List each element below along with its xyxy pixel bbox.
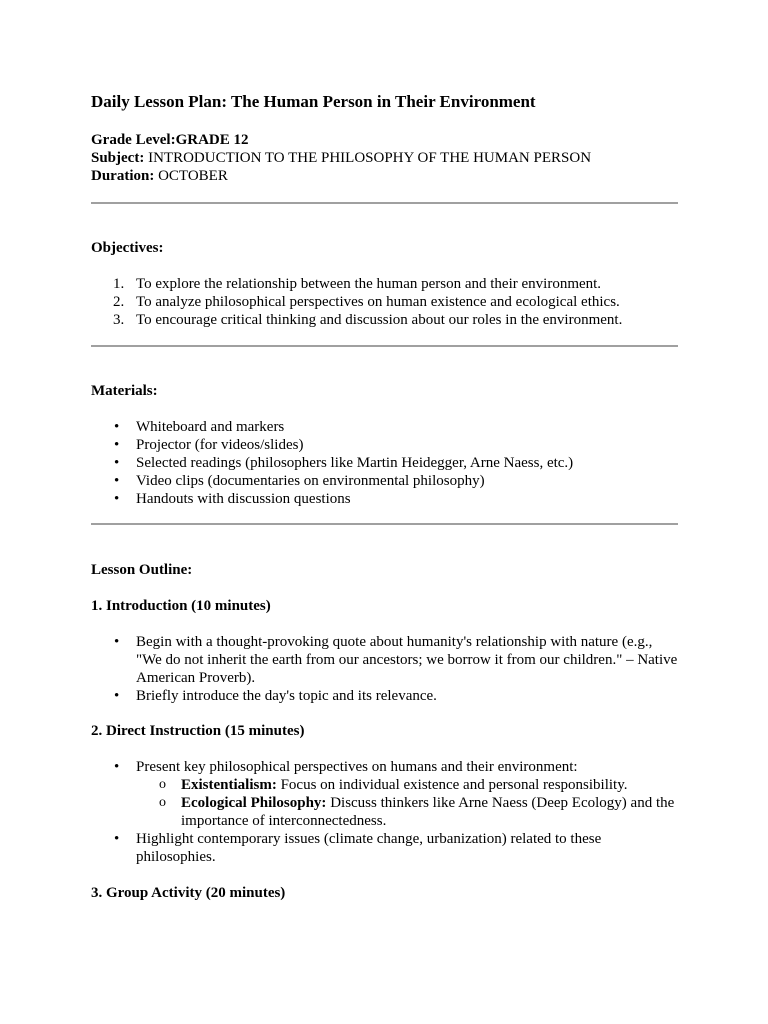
list-item bbox=[91, 436, 678, 454]
bullet-icon: • bbox=[114, 759, 120, 775]
sub-item-label: Existentialism: bbox=[181, 777, 277, 793]
circle-bullet-icon: o bbox=[159, 795, 166, 810]
item-text: To encourage critical thinking and discussion about our roles in the environment. bbox=[136, 312, 623, 328]
bullet-icon: • bbox=[114, 437, 120, 453]
divider bbox=[91, 523, 678, 525]
duration-line bbox=[91, 167, 591, 185]
grade-level-label: Grade Level: bbox=[91, 132, 176, 148]
bullet-icon: • bbox=[114, 419, 120, 435]
list-item bbox=[91, 490, 678, 508]
materials-heading: Materials: bbox=[91, 383, 158, 399]
document-title: Daily Lesson Plan: The Human Person in Their Environment bbox=[91, 92, 536, 111]
item-text: Video clips (documentaries on environmental philosophy) bbox=[136, 473, 485, 489]
item-text: To analyze philosophical perspectives on human existence and ecological ethics. bbox=[136, 294, 620, 310]
sub-item-label: Ecological Philosophy: bbox=[181, 795, 327, 811]
sub-item-text: Discuss thinkers like Arne Naess (Deep Ecology) and the importance of interconnectedness. bbox=[181, 795, 675, 829]
item-number: 1. bbox=[113, 276, 125, 292]
lesson-outline-heading: Lesson Outline: bbox=[91, 562, 193, 578]
list-item bbox=[91, 687, 678, 705]
list-item bbox=[91, 311, 678, 329]
divider bbox=[91, 345, 678, 347]
objectives-list bbox=[91, 275, 678, 329]
bullet-icon: • bbox=[114, 831, 120, 847]
item-text: Whiteboard and markers bbox=[136, 419, 285, 435]
item-text: Present key philosophical perspectives on humans and their environment: bbox=[136, 759, 578, 775]
list-item bbox=[91, 758, 678, 830]
bullet-icon: • bbox=[114, 473, 120, 489]
item-text: Selected readings (philosophers like Martin Heidegger, Arne Naess, etc.) bbox=[136, 455, 574, 471]
subject-value: INTRODUCTION TO THE PHILOSOPHY OF THE HUMAN PERSON bbox=[144, 150, 592, 166]
list-item bbox=[91, 454, 678, 472]
section-direct-instruction-heading: 2. Direct Instruction (15 minutes) bbox=[91, 723, 305, 739]
sub-list bbox=[136, 776, 678, 830]
introduction-list bbox=[91, 633, 678, 705]
subject-label: Subject: bbox=[91, 150, 145, 166]
objectives-heading: Objectives: bbox=[91, 240, 164, 256]
list-item bbox=[91, 293, 678, 311]
sub-list-item bbox=[136, 794, 678, 830]
sub-item-text: Focus on individual existence and personal responsibility. bbox=[276, 777, 628, 793]
bullet-icon: • bbox=[114, 688, 120, 704]
sub-list-item bbox=[136, 776, 678, 794]
section-group-activity-heading: 3. Group Activity (20 minutes) bbox=[91, 885, 286, 901]
lesson-meta bbox=[91, 131, 591, 185]
bullet-icon: • bbox=[114, 491, 120, 507]
item-text: Handouts with discussion questions bbox=[136, 491, 351, 507]
item-text: Briefly introduce the day's topic and its relevance. bbox=[136, 688, 437, 704]
list-item bbox=[91, 472, 678, 490]
item-text: Highlight contemporary issues (climate change, urbanization) related to these philosophies. bbox=[136, 831, 602, 865]
section-introduction-heading: 1. Introduction (10 minutes) bbox=[91, 598, 271, 614]
bullet-icon: • bbox=[114, 455, 120, 471]
item-number: 2. bbox=[113, 294, 125, 310]
item-number: 3. bbox=[113, 312, 125, 328]
duration-value: OCTOBER bbox=[154, 168, 228, 184]
direct-instruction-list bbox=[91, 758, 678, 866]
list-item bbox=[91, 633, 678, 687]
subject-line bbox=[91, 149, 591, 167]
grade-level-line bbox=[91, 131, 591, 149]
divider bbox=[91, 202, 678, 204]
bullet-icon: • bbox=[114, 634, 120, 650]
duration-label: Duration: bbox=[91, 168, 155, 184]
circle-bullet-icon: o bbox=[159, 777, 166, 792]
item-text: Begin with a thought-provoking quote about humanity's relationship with nature (e.g., "We do not inherit the earth from our ancestors; we borrow it from our children." – Native American Proverb). bbox=[136, 634, 678, 686]
item-text: To explore the relationship between the human person and their environment. bbox=[136, 276, 602, 292]
materials-list bbox=[91, 418, 678, 508]
list-item bbox=[91, 418, 678, 436]
grade-level-value: GRADE 12 bbox=[175, 132, 249, 148]
list-item bbox=[91, 830, 678, 866]
item-text: Projector (for videos/slides) bbox=[136, 437, 304, 453]
list-item bbox=[91, 275, 678, 293]
